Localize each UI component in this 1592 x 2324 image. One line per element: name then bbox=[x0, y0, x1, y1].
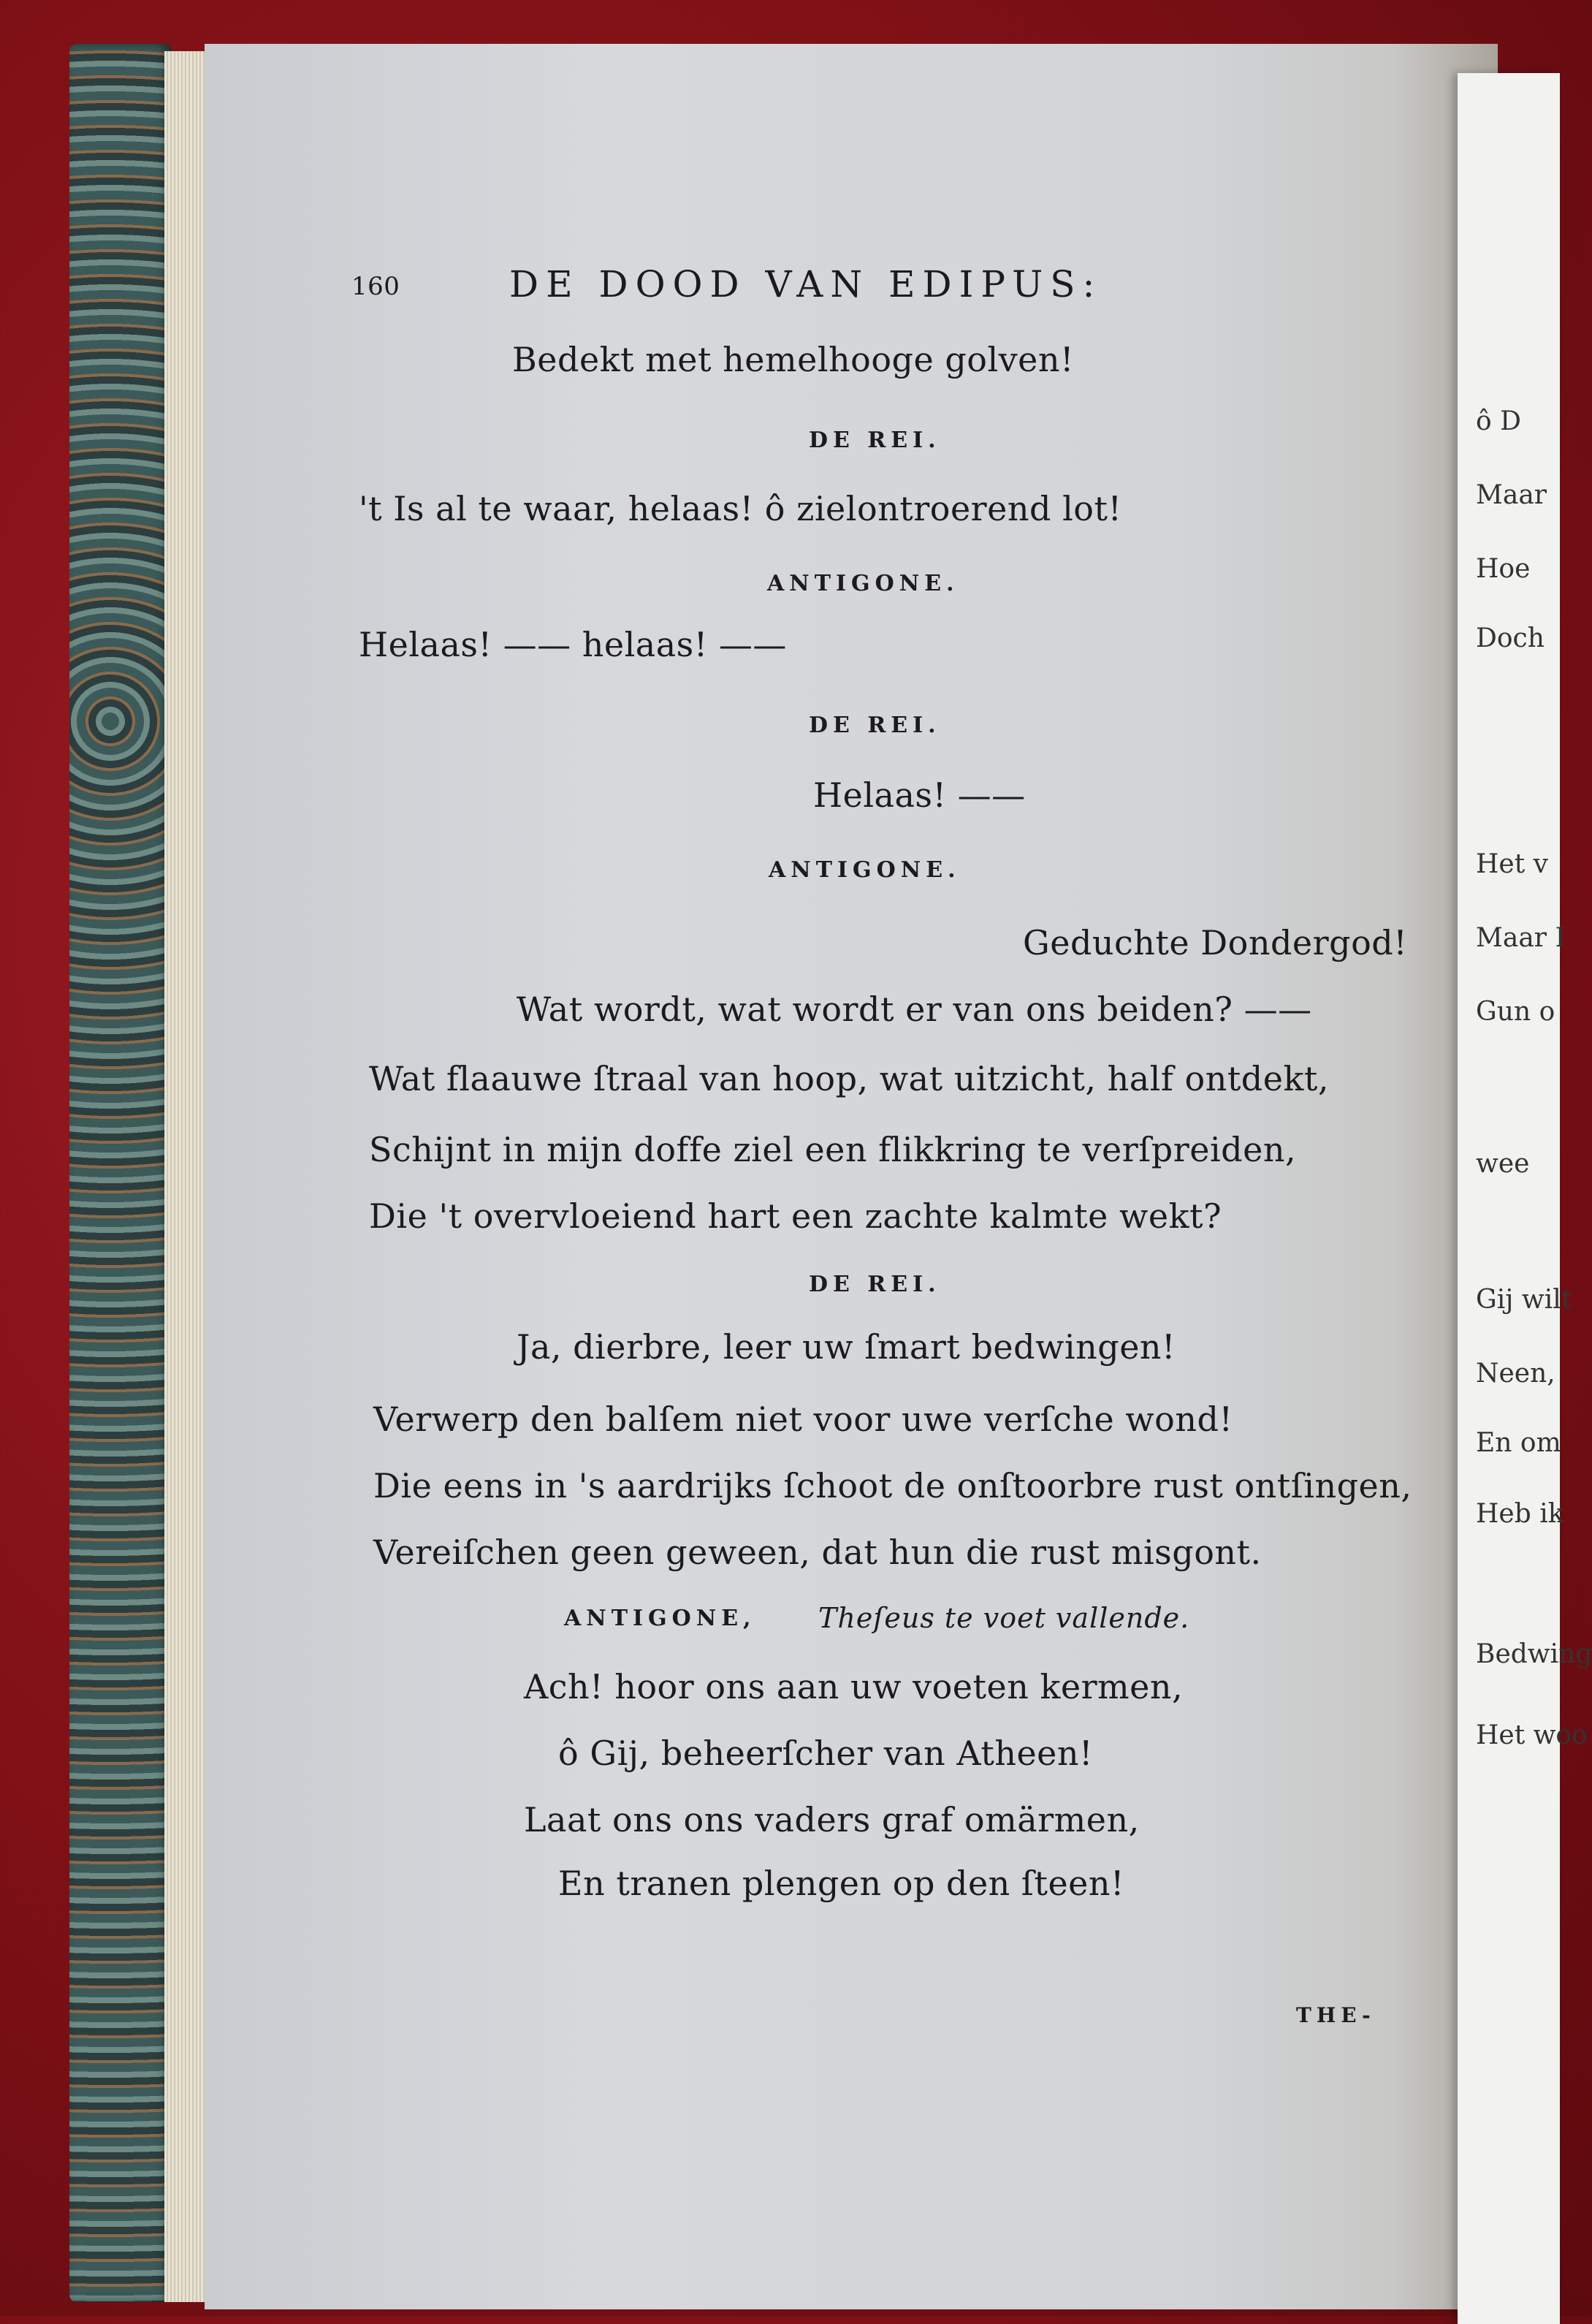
verse-line: Laat ons ons vaders graf omärmen, bbox=[524, 1800, 1140, 1839]
verse-line: Die eens in 's aardrijks ſchoot de onſtoorbre rust ontſingen, bbox=[373, 1466, 1412, 1505]
facing-page-text: ô D bbox=[1476, 406, 1521, 436]
book-page bbox=[205, 44, 1498, 2309]
verse-line: Helaas! —— bbox=[813, 775, 1026, 815]
verse-line: Verwerp den balſem niet voor uwe verſche wond! bbox=[373, 1400, 1233, 1439]
speaker-heading: ANTIGONE. bbox=[767, 571, 959, 596]
verse-line: Ach! hoor ons aan uw voeten kermen, bbox=[524, 1667, 1184, 1706]
stage-direction: Theſeus te voet vallende. bbox=[818, 1602, 1190, 1634]
speaker-heading: ANTIGONE, bbox=[564, 1606, 756, 1631]
speaker-heading: DE REI. bbox=[809, 428, 941, 453]
verse-line: Wat wordt, wat wordt er van ons beiden? —— bbox=[517, 990, 1312, 1029]
speaker-heading: DE REI. bbox=[809, 713, 941, 738]
running-title: DE DOOD VAN EDIPUS: bbox=[509, 263, 1102, 305]
catchword: THE- bbox=[1296, 2003, 1376, 2027]
verse-line: Vereiſchen geen geween, dat hun die rust misgont. bbox=[373, 1533, 1262, 1572]
facing-page-text: Maar bbox=[1476, 480, 1547, 510]
verse-line: Schijnt in mijn doffe ziel een flikkring te verſpreiden, bbox=[369, 1130, 1297, 1169]
facing-page-text: Hoe bbox=[1476, 554, 1531, 584]
facing-page-text: Het woo bbox=[1476, 1720, 1588, 1750]
verse-line: Wat flaauwe ſtraal van hoop, wat uitzicht, half ontdekt, bbox=[369, 1059, 1329, 1098]
verse-line: ô Gij, beheerſcher van Atheen! bbox=[558, 1733, 1093, 1773]
facing-page-text: wee bbox=[1476, 1149, 1530, 1179]
verse-line: Helaas! —— helaas! —— bbox=[359, 625, 787, 664]
marbled-cover bbox=[69, 44, 172, 2302]
page-number: 160 bbox=[351, 272, 400, 301]
facing-page-text: Maar I bbox=[1476, 923, 1566, 953]
speaker-heading: DE REI. bbox=[809, 1272, 941, 1297]
verse-line: Ja, dierbre, leer uw ſmart bedwingen! bbox=[517, 1327, 1176, 1367]
facing-page-text: Neen, bbox=[1476, 1359, 1555, 1389]
facing-page-text: Bedwing bbox=[1476, 1639, 1592, 1669]
facing-page-text: Het v bbox=[1476, 849, 1548, 879]
facing-page-text: Gij wilt bbox=[1476, 1285, 1572, 1315]
verse-line: En tranen plengen op den ſteen! bbox=[558, 1864, 1124, 1903]
verse-line: 't Is al te waar, helaas! ô zielontroerend lot! bbox=[359, 489, 1122, 528]
verse-line: Bedekt met hemelhooge golven! bbox=[512, 340, 1075, 379]
facing-page-text: Doch bbox=[1476, 623, 1545, 653]
facing-page-text: Heb ik bbox=[1476, 1499, 1564, 1529]
speaker-heading: ANTIGONE. bbox=[769, 857, 961, 883]
facing-page-text: Gun o bbox=[1476, 997, 1555, 1027]
verse-line: Die 't overvloeiend hart een zachte kalmte wekt? bbox=[369, 1196, 1222, 1236]
verse-line: Geduchte Dondergod! bbox=[1023, 923, 1408, 962]
page-edges bbox=[164, 51, 208, 2302]
facing-page-text: En om bbox=[1476, 1428, 1561, 1458]
